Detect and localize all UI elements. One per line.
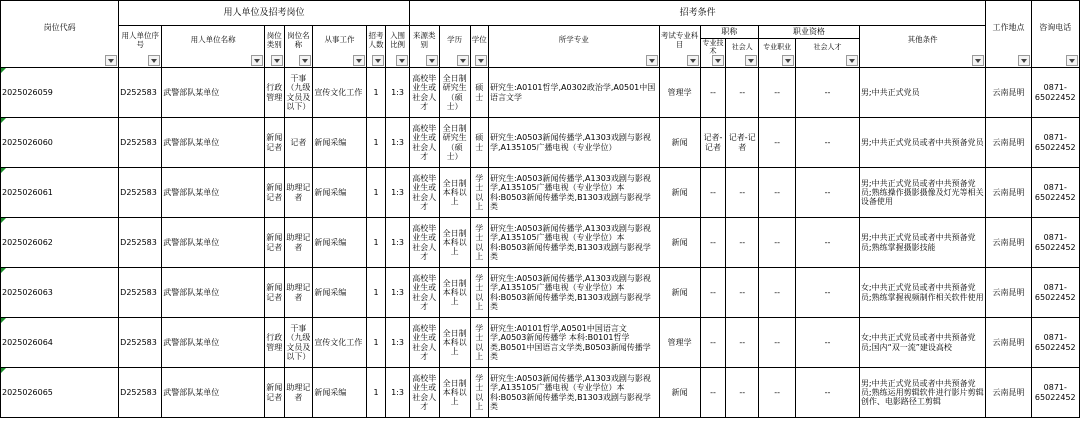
cell-degree[interactable]: 学士以上 (470, 368, 488, 418)
filter-dropdown-button[interactable] (1066, 55, 1078, 66)
filter-dropdown-button[interactable] (1018, 55, 1030, 66)
cell-code[interactable]: 2025026061 (1, 168, 119, 218)
cell-qual-b[interactable]: -- (796, 368, 860, 418)
cell-edu[interactable]: 全日制研究生（硕士） (439, 68, 470, 118)
cell-major[interactable]: 研究生:A0503新闻传播学,A1303戏剧与影视学,A135105广播电视（专业学位） (488, 118, 659, 168)
cell-edu[interactable]: 全日制本科以上 (439, 218, 470, 268)
cell-title-b[interactable]: -- (726, 68, 759, 118)
cell-post-type[interactable]: 新闻记者 (265, 168, 285, 218)
cell-source[interactable]: 高校毕业生或社会人才 (409, 168, 439, 218)
cell-work[interactable]: 宣传文化工作 (313, 318, 366, 368)
cell-count[interactable]: 1 (366, 68, 386, 118)
header-count: 招考人数 (366, 26, 386, 68)
cell-exam-major[interactable]: 管理学 (659, 68, 700, 118)
cell-title-b[interactable]: -- (726, 218, 759, 268)
cell-work[interactable]: 新闻采编 (313, 368, 366, 418)
header-title-group: 职称 (700, 26, 759, 39)
cell-degree[interactable]: 学士以上 (470, 268, 488, 318)
header-title-b: 社会人 (726, 39, 759, 68)
cell-post-type[interactable]: 行政管理 (265, 68, 285, 118)
header-post-name: 岗位名称 (284, 26, 313, 68)
cell-code[interactable]: 2025026065 (1, 368, 119, 418)
header-qual-a: 专业职业 (759, 39, 796, 68)
filter-dropdown-button[interactable] (846, 55, 858, 66)
cell-unit-seq[interactable]: D252583 (119, 168, 162, 218)
cell-edu[interactable]: 全日制本科以上 (439, 318, 470, 368)
cell-post-type[interactable]: 新闻记者 (265, 268, 285, 318)
table-row[interactable] (1, 118, 1080, 168)
table-row[interactable] (1, 68, 1080, 118)
cell-code[interactable]: 2025026063 (1, 268, 119, 318)
cell-unit-name[interactable]: 武警部队某单位 (162, 268, 265, 318)
cell-other[interactable]: 女;中共正式党员或者中共预备党员;熟练掌握视频制作相关软件使用 (859, 268, 985, 318)
cell-qual-b[interactable]: -- (796, 118, 860, 168)
cell-code[interactable]: 2025026059 (1, 68, 119, 118)
cell-work[interactable]: 宣传文化工作 (313, 68, 366, 118)
cell-location[interactable]: 云南昆明 (986, 168, 1031, 218)
header-code: 岗位代码 (1, 1, 119, 68)
cell-major[interactable]: 研究生:A0503新闻传播学,A1303戏剧与影视学,A135105广播电视（专业学位）本科:B0503新闻传播学类,B1303戏剧与影视学类 (488, 168, 659, 218)
filter-dropdown-button[interactable] (299, 55, 311, 66)
filter-dropdown-button[interactable] (353, 55, 365, 66)
filter-dropdown-button[interactable] (646, 55, 658, 66)
cell-degree[interactable]: 学士以上 (470, 318, 488, 368)
cell-post-type[interactable]: 新闻记者 (265, 118, 285, 168)
header-exam-major: 考试专业科目 (659, 26, 700, 68)
cell-title-a[interactable]: 记者-记者 (700, 118, 726, 168)
table-row[interactable] (1, 368, 1080, 418)
cell-ratio[interactable]: 1:3 (386, 168, 410, 218)
cell-title-b[interactable]: -- (726, 368, 759, 418)
cell-count[interactable]: 1 (366, 118, 386, 168)
cell-post-type[interactable]: 新闻记者 (265, 218, 285, 268)
header-phone: 咨询电话 (1031, 1, 1079, 68)
cell-unit-name[interactable]: 武警部队某单位 (162, 118, 265, 168)
cell-post-type[interactable]: 行政管理 (265, 318, 285, 368)
cell-qual-a[interactable]: -- (759, 168, 796, 218)
cell-exam-major[interactable]: 新闻 (659, 168, 700, 218)
filter-dropdown-button[interactable] (475, 55, 487, 66)
filter-dropdown-button[interactable] (271, 55, 283, 66)
cell-phone[interactable]: 0871-65022452 (1031, 318, 1079, 368)
cell-count[interactable]: 1 (366, 368, 386, 418)
cell-post-name[interactable]: 助理记者 (284, 168, 313, 218)
header-source: 来源类别 (409, 26, 439, 68)
header-qual-group: 职业资格 (759, 26, 860, 39)
cell-major[interactable]: 研究生:A0503新闻传播学,A1303戏剧与影视学,A135105广播电视（专业学位）本科:B0503新闻传播学类,B1303戏剧与影视学类 (488, 218, 659, 268)
cell-edu[interactable]: 全日制本科以上 (439, 368, 470, 418)
cell-code[interactable]: 2025026060 (1, 118, 119, 168)
cell-other[interactable]: 男;中共正式党员或者中共预备党员;熟练运用剪辑软件进行影片剪辑创作、电影路径工剪辑 (859, 368, 985, 418)
cell-phone[interactable]: 0871-65022452 (1031, 368, 1079, 418)
cell-location[interactable]: 云南昆明 (986, 68, 1031, 118)
header-title-a: 专业技术 (700, 39, 726, 68)
filter-dropdown-button[interactable] (372, 55, 384, 66)
filter-dropdown-button[interactable] (457, 55, 469, 66)
cell-unit-name[interactable]: 武警部队某单位 (162, 68, 265, 118)
cell-degree[interactable]: 学士以上 (470, 168, 488, 218)
cell-post-name[interactable]: 干事（九级文员及以下） (284, 68, 313, 118)
cell-exam-major[interactable]: 新闻 (659, 118, 700, 168)
cell-qual-a[interactable]: -- (759, 368, 796, 418)
header-unit-seq: 用人单位序号 (119, 26, 162, 68)
header-other: 其他条件 (859, 26, 985, 68)
cell-unit-seq[interactable]: D252583 (119, 118, 162, 168)
cell-post-type[interactable]: 新闻记者 (265, 368, 285, 418)
filter-dropdown-button[interactable] (105, 55, 117, 66)
filter-dropdown-button[interactable] (148, 55, 160, 66)
cell-qual-a[interactable]: -- (759, 318, 796, 368)
cell-other[interactable]: 男;中共正式党员 (859, 68, 985, 118)
cell-other[interactable]: 男;中共正式党员或者中共预备党员 (859, 118, 985, 168)
cell-source[interactable]: 高校毕业生或社会人才 (409, 268, 439, 318)
cell-ratio[interactable]: 1:3 (386, 68, 410, 118)
cell-exam-major[interactable]: 新闻 (659, 218, 700, 268)
cell-title-a[interactable]: -- (700, 68, 726, 118)
cell-work[interactable]: 新闻采编 (313, 168, 366, 218)
cell-exam-major[interactable]: 新闻 (659, 268, 700, 318)
cell-exam-major[interactable]: 新闻 (659, 368, 700, 418)
cell-unit-name[interactable]: 武警部队某单位 (162, 168, 265, 218)
cell-source[interactable]: 高校毕业生或社会人才 (409, 368, 439, 418)
cell-ratio[interactable]: 1:3 (386, 318, 410, 368)
cell-post-name[interactable]: 干事（九级文员及以下） (284, 318, 313, 368)
header-post-type: 岗位类别 (265, 26, 285, 68)
cell-phone[interactable]: 0871-65022452 (1031, 268, 1079, 318)
header-major: 所学专业 (488, 26, 659, 68)
cell-phone[interactable]: 0871-65022452 (1031, 168, 1079, 218)
cell-source[interactable]: 高校毕业生或社会人才 (409, 218, 439, 268)
filter-dropdown-button[interactable] (396, 55, 408, 66)
filter-dropdown-button[interactable] (972, 55, 984, 66)
cell-ratio[interactable]: 1:3 (386, 368, 410, 418)
cell-title-a[interactable]: -- (700, 218, 726, 268)
cell-post-name[interactable]: 助理记者 (284, 368, 313, 418)
cell-title-b[interactable]: -- (726, 268, 759, 318)
cell-title-a[interactable]: -- (700, 168, 726, 218)
filter-dropdown-button[interactable] (426, 55, 438, 66)
cell-qual-a[interactable]: -- (759, 118, 796, 168)
cell-unit-seq[interactable]: D252583 (119, 218, 162, 268)
filter-dropdown-button[interactable] (782, 55, 794, 66)
cell-code[interactable]: 2025026064 (1, 318, 119, 368)
header-ratio: 入围比例 (386, 26, 410, 68)
table-row[interactable] (1, 318, 1080, 368)
cell-degree[interactable]: 硕士 (470, 68, 488, 118)
cell-qual-a[interactable]: -- (759, 218, 796, 268)
cell-title-a[interactable]: -- (700, 268, 726, 318)
table-row[interactable] (1, 218, 1080, 268)
cell-title-b[interactable]: -- (726, 168, 759, 218)
table-row[interactable] (1, 268, 1080, 318)
cell-source[interactable]: 高校毕业生或社会人才 (409, 318, 439, 368)
cell-phone[interactable]: 0871-65022452 (1031, 68, 1079, 118)
cell-major[interactable]: 研究生:A0101哲学,A0302政治学,A0501中国语言文学 (488, 68, 659, 118)
cell-count[interactable]: 1 (366, 318, 386, 368)
cell-count[interactable]: 1 (366, 218, 386, 268)
cell-unit-name[interactable]: 武警部队某单位 (162, 218, 265, 268)
cell-unit-seq[interactable]: D252583 (119, 68, 162, 118)
cell-degree[interactable]: 学士以上 (470, 218, 488, 268)
cell-code[interactable]: 2025026062 (1, 218, 119, 268)
filter-dropdown-button[interactable] (712, 55, 724, 66)
cell-post-name[interactable]: 助理记者 (284, 268, 313, 318)
cell-qual-b[interactable]: -- (796, 268, 860, 318)
header-qual-b: 社会人才 (796, 39, 860, 68)
cell-other[interactable]: 女;中共正式党员或者中共预备党员;国内“双一流”建设高校 (859, 318, 985, 368)
cell-work[interactable]: 新闻采编 (313, 218, 366, 268)
cell-major[interactable]: 研究生:A0503新闻传播学,A1303戏剧与影视学,A135105广播电视（专业学位）本科:B0503新闻传播学类,B1303戏剧与影视学类 (488, 268, 659, 318)
cell-exam-major[interactable]: 管理学 (659, 318, 700, 368)
cell-unit-name[interactable]: 武警部队某单位 (162, 318, 265, 368)
cell-location[interactable]: 云南昆明 (986, 318, 1031, 368)
cell-unit-seq[interactable]: D252583 (119, 268, 162, 318)
cell-phone[interactable]: 0871-65022452 (1031, 218, 1079, 268)
header-work: 从事工作 (313, 26, 366, 68)
cell-other[interactable]: 男;中共正式党员或者中共预备党员;熟练掌握摄影技能 (859, 218, 985, 268)
cell-work[interactable]: 新闻采编 (313, 268, 366, 318)
cell-count[interactable]: 1 (366, 168, 386, 218)
cell-edu[interactable]: 全日制本科以上 (439, 168, 470, 218)
header-edu: 学历 (439, 26, 470, 68)
filter-dropdown-button[interactable] (687, 55, 699, 66)
header-degree: 学位 (470, 26, 488, 68)
cell-post-name[interactable]: 助理记者 (284, 218, 313, 268)
cell-title-b[interactable]: -- (726, 318, 759, 368)
cell-major[interactable]: 研究生:A0101哲学,A0501中国语言文学,A0503新闻传播学 本科:B0101哲学类,B0501中国语言文学类,B0503新闻传播学类 (488, 318, 659, 368)
filter-dropdown-button[interactable] (745, 55, 757, 66)
cell-title-a[interactable]: -- (700, 368, 726, 418)
cell-title-b[interactable]: 记者-记者 (726, 118, 759, 168)
cell-unit-seq[interactable]: D252583 (119, 318, 162, 368)
cell-edu[interactable]: 全日制本科以上 (439, 268, 470, 318)
cell-location[interactable]: 云南昆明 (986, 218, 1031, 268)
cell-qual-b[interactable]: -- (796, 318, 860, 368)
cell-ratio[interactable]: 1:3 (386, 218, 410, 268)
cell-post-name[interactable]: 记者 (284, 118, 313, 168)
header-unit-name: 用人单位名称 (162, 26, 265, 68)
table-body (1, 68, 1080, 418)
cell-edu[interactable]: 全日制研究生（硕士） (439, 118, 470, 168)
cell-phone[interactable]: 0871-65022452 (1031, 118, 1079, 168)
cell-location[interactable]: 云南昆明 (986, 368, 1031, 418)
cell-location[interactable]: 云南昆明 (986, 268, 1031, 318)
cell-unit-name[interactable]: 武警部队某单位 (162, 368, 265, 418)
header-location: 工作地点 (986, 1, 1031, 68)
cell-work[interactable]: 新闻采编 (313, 118, 366, 168)
cell-count[interactable]: 1 (366, 268, 386, 318)
cell-location[interactable]: 云南昆明 (986, 118, 1031, 168)
cell-ratio[interactable]: 1:3 (386, 118, 410, 168)
cell-ratio[interactable]: 1:3 (386, 268, 410, 318)
table-row[interactable] (1, 168, 1080, 218)
cell-qual-a[interactable]: -- (759, 68, 796, 118)
filter-dropdown-button[interactable] (251, 55, 263, 66)
cell-other[interactable]: 男;中共正式党员或者中共预备党员;熟练操作摄影摄像及灯光等相关设备使用 (859, 168, 985, 218)
cell-major[interactable]: 研究生:A0503新闻传播学,A1303戏剧与影视学,A135105广播电视（专业学位）本科:B0503新闻传播学类,B1303戏剧与影视学类 (488, 368, 659, 418)
cell-unit-seq[interactable]: D252583 (119, 368, 162, 418)
cell-degree[interactable]: 硕士 (470, 118, 488, 168)
cell-qual-a[interactable]: -- (759, 268, 796, 318)
header-group-conditions: 招考条件 (409, 1, 985, 26)
cell-qual-b[interactable]: -- (796, 68, 860, 118)
cell-source[interactable]: 高校毕业生或社会人才 (409, 68, 439, 118)
cell-title-a[interactable]: -- (700, 318, 726, 368)
cell-qual-b[interactable]: -- (796, 168, 860, 218)
header-group-unit: 用人单位及招考岗位 (119, 1, 410, 26)
cell-source[interactable]: 高校毕业生或社会人才 (409, 118, 439, 168)
cell-qual-b[interactable]: -- (796, 218, 860, 268)
